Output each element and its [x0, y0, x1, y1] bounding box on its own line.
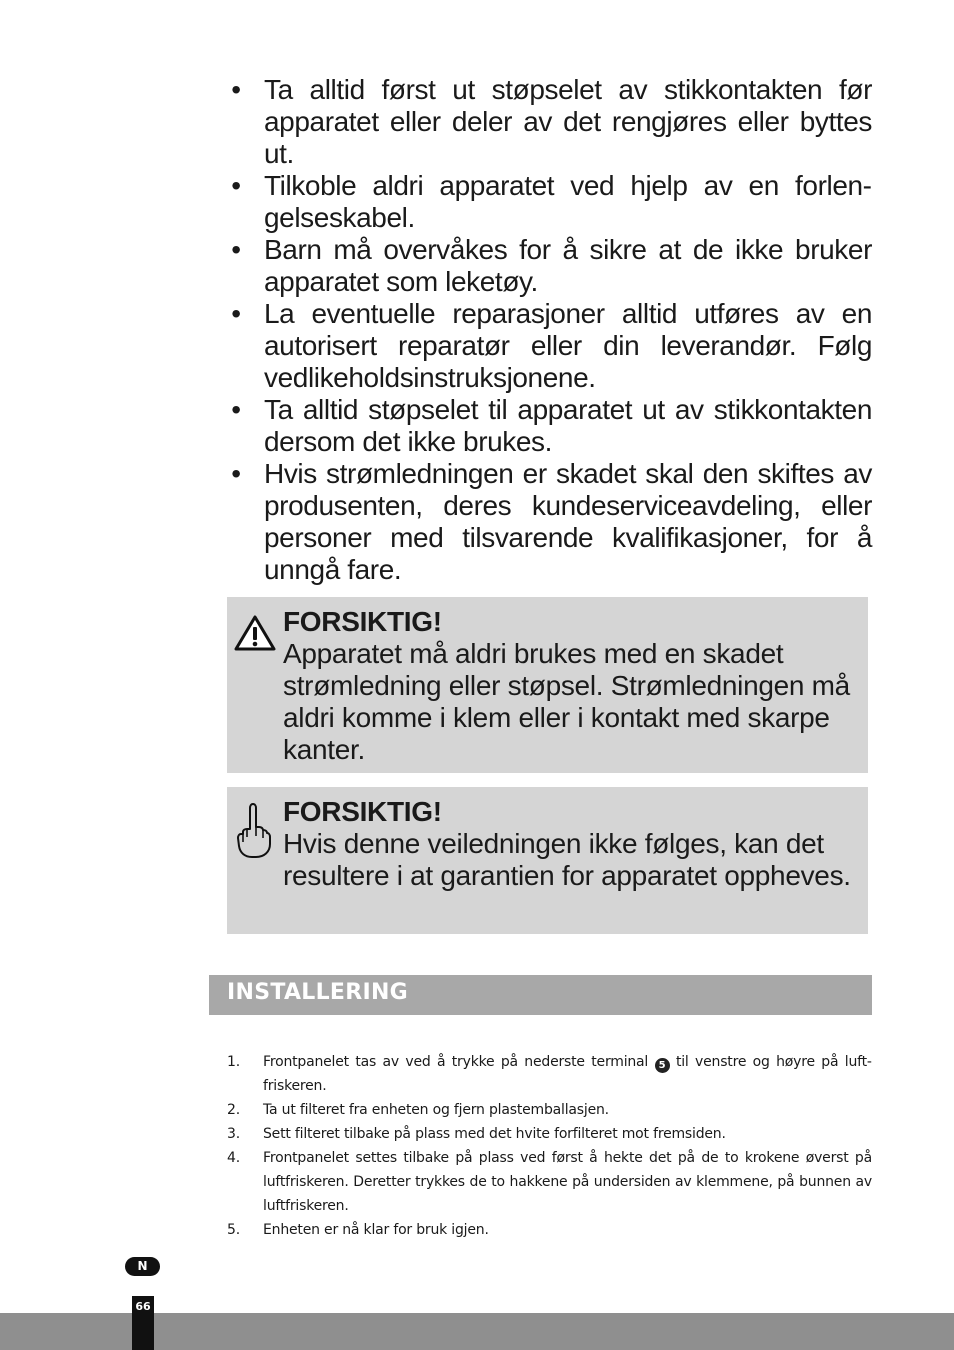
safety-bullet-item [226, 74, 872, 170]
bullet-dot: • [231, 394, 241, 425]
bullet-dot: • [231, 74, 241, 105]
bullet-dot: • [231, 170, 241, 201]
caution-title: FORSIKTIG! [283, 606, 442, 637]
step-number: 1. [227, 1054, 240, 1070]
installation-step [227, 1218, 872, 1242]
step-text: Ta ut filteret fra enheten og fjern plastemballasjen. [263, 1102, 609, 1118]
section-header-bar [209, 975, 872, 1015]
bullet-dot: • [231, 298, 241, 329]
caution-box-warning [227, 597, 868, 773]
section-title: INSTALLERING [227, 980, 409, 1005]
bullet-text: Barn må overvåkes for å sikre at de ikke bruker apparatet som leketøy. [264, 234, 872, 297]
safety-bullet-item [226, 234, 872, 298]
step-number: 5. [227, 1222, 240, 1238]
bullet-text: Tilkoble aldri apparatet ved hjelp av en forlengelseskabel. [264, 170, 872, 233]
bullet-dot: • [231, 234, 241, 265]
caution-title: FORSIKTIG! [283, 796, 442, 827]
bullet-text: Hvis strømledningen er skadet skal den skiftes av produsenten, deres kundeserviceavdeling, eller personer med tilsvarende kvalifikasjoner, for å unngå fare. [264, 458, 872, 585]
caution-text: Hvis denne veiledningen ikke følges, kan det resultere i at garantien for apparatet oppheves. [283, 828, 851, 891]
safety-bullet-item [226, 394, 872, 458]
step-text: Sett filteret tilbake på plass med det hvite forfilteret mot fremsiden. [263, 1126, 726, 1142]
step-text: Frontpanelet settes tilbake på plass ved først å hekte det på de to krokene øverst på luftfriskeren. Deretter trykkes de to hakkene på undersiden av klemmene, på bunnen av luftfriskeren. [263, 1150, 872, 1214]
language-badge: N [125, 1257, 160, 1276]
bullet-text: Ta alltid først ut støpselet av stikkontakten før apparatet eller deler av det rengjøres eller byttes ut. [264, 74, 872, 169]
safety-bullet-list [226, 74, 872, 586]
step-number: 2. [227, 1102, 240, 1118]
bullet-dot: • [231, 458, 241, 489]
safety-bullet-item [226, 170, 872, 234]
installation-steps-list [227, 1050, 872, 1242]
pointing-hand-icon [233, 800, 273, 864]
safety-bullet-item [226, 298, 872, 394]
installation-step [227, 1122, 872, 1146]
terminal-reference-badge: 5 [655, 1058, 670, 1073]
installation-step [227, 1050, 872, 1098]
caution-body [283, 606, 858, 766]
caution-box-guarantee [227, 787, 868, 934]
safety-bullet-item [226, 458, 872, 586]
installation-step [227, 1098, 872, 1122]
page-number: 66 [135, 1300, 151, 1313]
step-text: Enheten er nå klar for bruk igjen. [263, 1222, 489, 1238]
step-number: 4. [227, 1150, 240, 1166]
page-number-tab [132, 1296, 154, 1350]
caution-body [283, 796, 858, 892]
step-text: til venstre og høyre på luftfriskeren. [263, 1054, 872, 1094]
warning-triangle-icon [233, 614, 277, 656]
bullet-text: Ta alltid støpselet til apparatet ut av stikkontakten dersom det ikke brukes. [264, 394, 872, 457]
installation-step [227, 1146, 872, 1218]
bullet-text: La eventuelle reparasjoner alltid utføres av en autorisert reparatør eller din leverandør. Følg vedlikeholdsinstruksjonene. [264, 298, 872, 393]
step-text: Frontpanelet tas av ved å trykke på nederste terminal [263, 1054, 649, 1070]
step-number: 3. [227, 1126, 240, 1142]
caution-text: Apparatet må aldri brukes med en skadet strømledning eller støpsel. Strømledningen må aldri komme i klem eller i kontakt med skarpe kanter. [283, 638, 850, 765]
